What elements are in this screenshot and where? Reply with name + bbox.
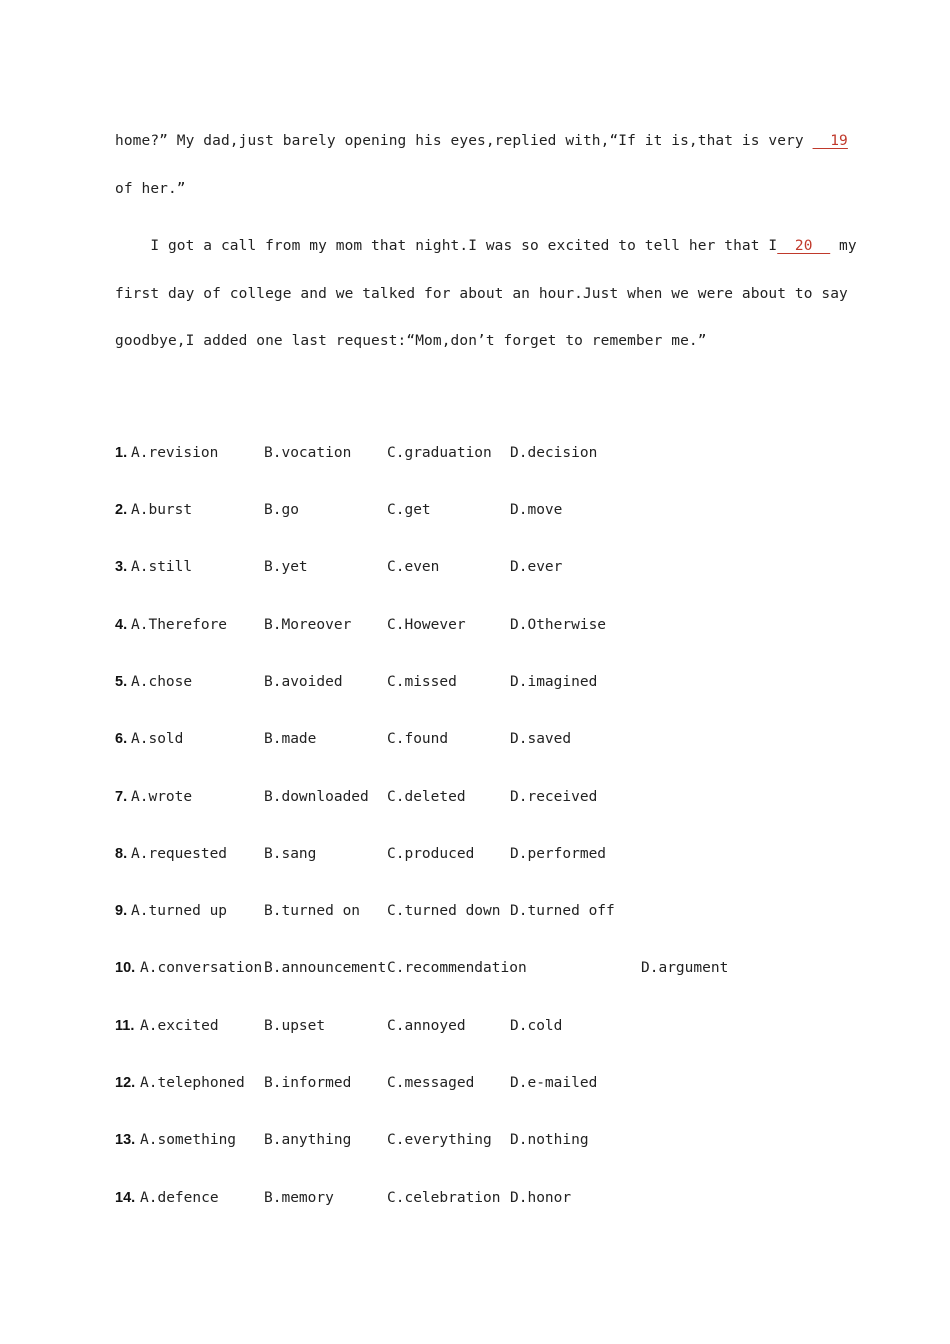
option-c: C.However [387, 617, 466, 633]
option-d: D.performed [510, 846, 607, 862]
option-a: A.requested [131, 846, 228, 862]
option-a: A.something [140, 1132, 237, 1148]
option-d: D.turned off [510, 903, 615, 919]
question-row [115, 617, 835, 641]
question-row [115, 1018, 835, 1042]
option-a: A.excited [140, 1018, 219, 1034]
question-row [115, 846, 835, 870]
question-number: 12. [115, 1075, 136, 1091]
option-c: C.celebration [387, 1190, 501, 1206]
option-c: C.found [387, 731, 449, 747]
question-row [115, 731, 835, 755]
option-d: D.nothing [510, 1132, 589, 1148]
passage-line-1 [115, 133, 848, 149]
question-row [115, 502, 835, 526]
option-a: A.wrote [131, 789, 193, 805]
option-b: B.avoided [264, 674, 343, 690]
passage-line-2: of her.” [115, 181, 186, 197]
option-c: C.deleted [387, 789, 466, 805]
option-b: B.made [264, 731, 317, 747]
option-b: B.upset [264, 1018, 326, 1034]
option-a: A.burst [131, 502, 193, 518]
option-c: C.even [387, 559, 440, 575]
passage-text: home?” My dad,just barely opening his eyes,replied with,“If it is,that is very [115, 133, 813, 149]
option-c: C.missed [387, 674, 457, 690]
option-d: D.move [510, 502, 563, 518]
question-row [115, 445, 835, 469]
question-row [115, 674, 835, 698]
question-number: 14. [115, 1190, 136, 1206]
option-a: A.Therefore [131, 617, 228, 633]
option-a: A.still [131, 559, 193, 575]
option-a: A.conversation [140, 960, 263, 976]
option-b: B.memory [264, 1190, 334, 1206]
option-b: B.Moreover [264, 617, 352, 633]
passage-text: I got a call from my mom that night.I was so excited to tell her that I [115, 238, 778, 254]
option-b: B.announcement [264, 960, 387, 976]
option-d: D.argument [641, 960, 729, 976]
option-d: D.e-mailed [510, 1075, 598, 1091]
question-row [115, 789, 835, 813]
option-c: C.messaged [387, 1075, 475, 1091]
option-d: D.decision [510, 445, 598, 461]
option-c: C.recommendation [387, 960, 527, 976]
question-number: 5. [115, 674, 128, 690]
option-d: D.imagined [510, 674, 598, 690]
question-number: 3. [115, 559, 128, 575]
question-number: 1. [115, 445, 128, 461]
option-b: B.go [264, 502, 299, 518]
question-number: 7. [115, 789, 128, 805]
question-number: 10. [115, 960, 136, 976]
option-c: C.turned down [387, 903, 501, 919]
question-row [115, 1075, 835, 1099]
option-b: B.informed [264, 1075, 352, 1091]
option-c: C.get [387, 502, 431, 518]
option-d: D.cold [510, 1018, 563, 1034]
option-c: C.graduation [387, 445, 492, 461]
option-d: D.ever [510, 559, 563, 575]
option-d: D.honor [510, 1190, 572, 1206]
passage-line-5: goodbye,I added one last request:“Mom,don’t forget to remember me.” [115, 333, 707, 349]
blank-20: 20 [777, 238, 831, 254]
option-c: C.produced [387, 846, 475, 862]
passage-line-3 [115, 238, 857, 254]
question-number: 9. [115, 903, 128, 919]
option-b: B.downloaded [264, 789, 369, 805]
option-a: A.defence [140, 1190, 219, 1206]
option-c: C.annoyed [387, 1018, 466, 1034]
option-a: A.telephoned [140, 1075, 245, 1091]
question-row [115, 1190, 835, 1214]
blank-19: 19 [812, 133, 848, 149]
question-number: 2. [115, 502, 128, 518]
option-b: B.yet [264, 559, 308, 575]
question-row [115, 960, 835, 984]
question-number: 13. [115, 1132, 136, 1148]
option-a: A.turned up [131, 903, 228, 919]
question-number: 8. [115, 846, 128, 862]
option-d: D.Otherwise [510, 617, 607, 633]
option-b: B.sang [264, 846, 317, 862]
option-a: A.sold [131, 731, 184, 747]
question-number: 11. [115, 1018, 135, 1034]
question-number: 6. [115, 731, 128, 747]
passage-line-4: first day of college and we talked for about an hour.Just when we were about to say [115, 286, 848, 302]
question-number: 4. [115, 617, 128, 633]
question-row [115, 903, 835, 927]
option-b: B.anything [264, 1132, 352, 1148]
option-c: C.everything [387, 1132, 492, 1148]
option-b: B.vocation [264, 445, 352, 461]
question-row [115, 559, 835, 583]
option-b: B.turned on [264, 903, 361, 919]
option-d: D.received [510, 789, 598, 805]
option-d: D.saved [510, 731, 572, 747]
option-a: A.revision [131, 445, 219, 461]
option-a: A.chose [131, 674, 193, 690]
passage-text: my [830, 238, 857, 254]
question-row [115, 1132, 835, 1156]
